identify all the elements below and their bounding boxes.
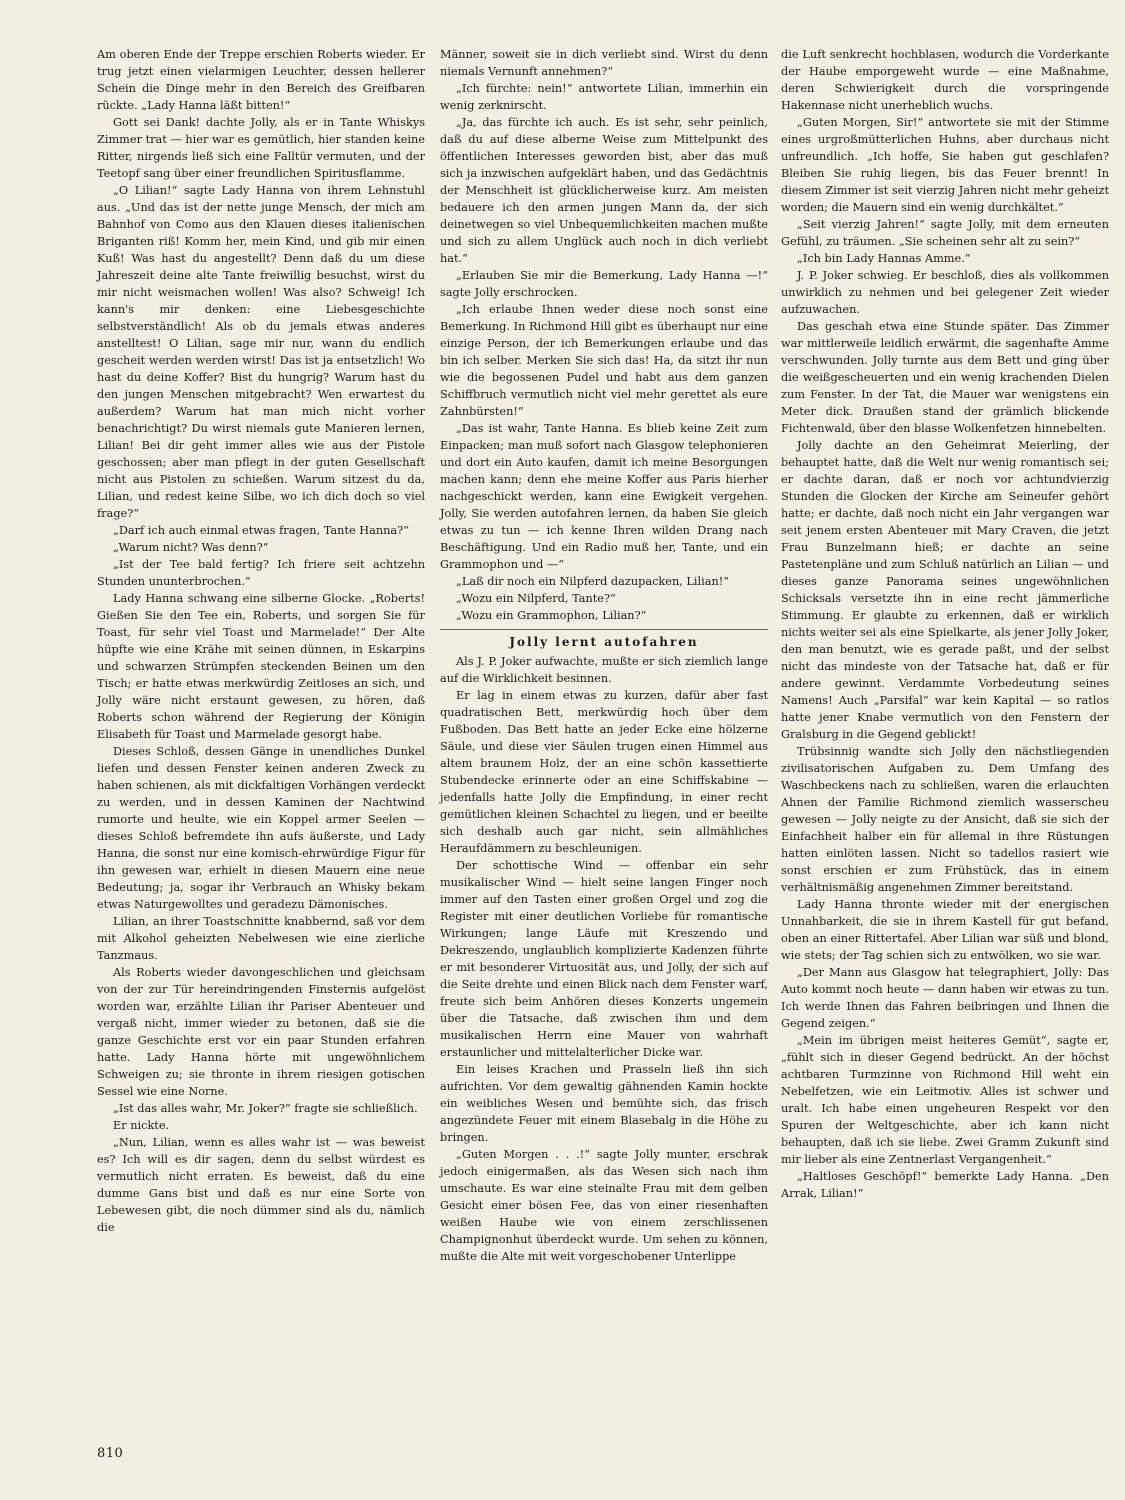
paragraph: Das geschah etwa eine Stunde später. Das Zimmer war mittlerweile leidlich erwärmt, die sagenhafte Amme verschwunden. Jolly turnte aus dem Bett und ging über die weißgescheuerten und ein wenig krachenden Dielen zum Fenster. In der Tat, die Mauer war wenigstens ein Meter dick. Draußen stand der grämlich blickende Fichtenwald, über den blasse Wolkenfetzen hinnebelten. [781,320,1109,435]
paragraph: „Ja, das fürchte ich auch. Es ist sehr, sehr peinlich, daß du auf diese alberne Weise zum Mittelpunkt des öffentlichen Interesses geworden bist, aber das muß sich ja inzwischen aufgeklärt haben, und das Gedächtnis der Menschheit ist glücklicherweise kurz. Am meisten bedauere ich den armen jungen Mann da, der sich deinetwegen so viel Unbequemlichkeiten machen mußte und sich zu allem Unglück auch noch in dich verliebt hat.“ [440,116,768,265]
paragraph: die Luft senkrecht hochblasen, wodurch die Vorderkante der Haube emporgeweht wurde — eine Maßnahme, deren Schwierigkeit durch die vorspringende Hakennase nicht unerheblich wuchs. [781,48,1109,112]
paragraph: Als Roberts wieder davongeschlichen und gleichsam von der zur Tür hereindringenden Finsternis aufgelöst worden war, erzählte Lilian ihr Pariser Abenteuer und vergaß nicht, immer wieder zu betonen, daß sie die ganze Geschichte erst vor ein paar Stunden erfahren hatte. Lady Hanna hörte mit ungewöhnlichem Schweigen zu; sie thronte in ihrem riesigen gotischen Sessel wie eine Norne. [97,966,425,1098]
paragraph: Jolly dachte an den Geheimrat Meierling, der behauptet hatte, daß die Welt nur wenig romantisch sei; er dachte daran, daß er noch vor achtundvierzig Stunden die Glocken der Kirche am Seineufer gehört hatte; er dachte, daß noch nicht ein Jahr vergangen war seit jenem ersten Abenteuer mit Mary Craven, die jetzt Frau Bunzelmann hieß; er dachte an seine Pastetenpläne und zum Schluß natürlich an Lilian — und dieses ganze Panorama seines ungewöhnlichen Schicksals versetzte ihn in eine recht jämmerliche Stimmung. Er glaubte zu erkennen, daß er wirklich nichts weiter sei als eine Spielkarte, als jener Jolly Joker, den man benutzt, wie es gerade paßt, und der selbst nicht das mindeste von der Tatsache hat, daß er für andere gewinnt. Verdammte Vorbedeutung seines Namens! Auch „Parsifal“ war kein Kapital — so ratlos hatte jener Knabe vermutlich von den Fenstern der Gralsburg in die Gegend geblickt! [781,439,1109,741]
paragraph: Am oberen Ende der Treppe erschien Roberts wieder. Er trug jetzt einen vielarmigen Leuchter, dessen hellerer Schein die Dinge mehr in den Bereich des Greifbaren rückte. „Lady Hanna läßt bitten!“ [97,48,425,112]
paragraph: Ein leises Krachen und Prasseln ließ ihn sich aufrichten. Vor dem gewaltig gähnenden Kamin hockte ein weibliches Wesen und bemühte sich, das frisch angezündete Feuer mit einem Blasebalg in die Höhe zu bringen. [440,1063,768,1144]
paragraph: Er lag in einem etwas zu kurzen, dafür aber fast quadratischen Bett, merkwürdig hoch über dem Fußboden. Das Bett hatte an jeder Ecke eine hölzerne Säule, und diese vier Säulen trugen einen Himmel aus altem braunem Holz, der an eine schön kassettierte Stubendecke erinnerte oder an eine Schiffskabine — jedenfalls hatte Jolly die Empfindung, in einer recht gemütlichen kleinen Schachtel zu liegen, und er beeilte sich deshalb auch gar nicht, sein allmähliches Heraufdämmern zu beschleunigen. [440,689,768,855]
paragraph: Dieses Schloß, dessen Gänge in unendliches Dunkel liefen und dessen Fenster keinen anderen Zweck zu haben schienen, als mit dickfaltigen Vorhängen verdeckt zu werden, und in dessen Kaminen der Nachtwind rumorte und heulte, wie ein Koppel armer Seelen — dieses Schloß befremdete ihn aufs äußerste, und Lady Hanna, die sonst nur eine komisch-ehrwürdige Figur für ihn gewesen war, erhielt in diesen Mauern eine neue Bedeutung; ja, sogar ihr Verbrauch an Whisky bekam etwas Naturgewolltes und geradezu Dämonisches. [97,745,425,911]
paragraph: Als J. P. Joker aufwachte, mußte er sich ziemlich lange auf die Wirklichkeit besinnen. [440,655,768,685]
paragraph: „Wozu ein Nilpferd, Tante?“ [456,592,616,605]
paragraph: Trübsinnig wandte sich Jolly den nächstliegenden zivilisatorischen Aufgaben zu. Dem Umfang des Waschbeckens nach zu schließen, waren die erlauchten Ahnen der Familie Richmond ziemlich wasserscheu gewesen — Jolly neigte zu der Ansicht, daß sie sich der Einfachheit halber ein für allemal in ihre Rüstungen hatten einlöten lassen. Nicht so tadellos rasiert wie sonst erschien er zum Frühstück, das in einem verhältnismäßig angenehmen Zimmer bereitstand. [781,745,1109,894]
paragraph: Der schottische Wind — offenbar ein sehr musikalischer Wind — hielt seine langen Finger noch immer auf den Tasten einer großen Orgel und zog die Register mit einer deutlichen Vorliebe für romantische Wirkungen; lange Läufe mit Kreszendo und Dekreszendo, unglaublich komplizierte Kadenzen führte er mit besonderer Virtuosität aus, und Jolly, der sich auf die Seite drehte und einen Blick nach dem Fenster warf, freute sich beim Anhören dieses Konzerts ungemein über die Tatsache, daß zwischen ihm und dem musikalischen Herrn eine Mauer von wahrhaft erstaunlicher und mittelalterlicher Dicke war. [440,859,768,1059]
section-heading: Jolly lernt autofahren [509,635,699,649]
paragraph: „Erlauben Sie mir die Bemerkung, Lady Hanna —!“ sagte Jolly erschrocken. [440,269,768,299]
paragraph: „Ich erlaube Ihnen weder diese noch sonst eine Bemerkung. In Richmond Hill gibt es überhaupt nur eine einzige Person, der ich Bemerkungen erlaube und das bin ich selber. Merken Sie sich das! Ha, da sitzt ihr nun wie die begossenen Pudel und habt aus dem ganzen Schiffbruch vermutlich nicht viel mehr gerettet als eure Zahnbürsten!“ [440,303,768,418]
paragraph: „Seit vierzig Jahren!“ sagte Jolly, mit dem erneuten Gefühl, zu träumen. „Sie scheinen sehr alt zu sein?“ [781,218,1109,248]
paragraph: Lady Hanna schwang eine silberne Glocke. „Roberts! Gießen Sie den Tee ein, Roberts, und sorgen Sie für Toast, für sehr viel Toast und Marmelade!“ Der Alte hüpfte wie eine Krähe mit seinen dünnen, in Eskarpins und schwarzen Strümpfen steckenden Beinen um den Tisch; er hatte etwas merkwürdig Zeitloses an sich, und Jolly wäre nicht erstaunt gewesen, zu hören, daß Roberts schon während der Regierung der Königin Elisabeth für Toast und Marmelade gesorgt habe. [97,592,425,741]
page-number: 810 [97,1446,124,1461]
paragraph: Lilian, an ihrer Toastschnitte knabbernd, saß vor dem mit Alkohol geheizten Nebelwesen wie eine zierliche Tanzmaus. [97,915,425,962]
paragraph: „Wozu ein Grammophon, Lilian?“ [456,609,647,622]
paragraph: „Der Mann aus Glasgow hat telegraphiert, Jolly: Das Auto kommt noch heute — dann haben wir etwas zu tun. Ich werde Ihnen das Fahren beibringen und Ihnen die Gegend zeigen.“ [781,966,1109,1030]
paragraph: „Guten Morgen, Sir!“ antwortete sie mit der Stimme eines urgroßmütterlichen Huhns, aber durchaus nicht unfreundlich. „Ich hoffe, Sie haben gut geschlafen? Bleiben Sie ruhig liegen, bis das Feuer brennt! In diesem Zimmer ist seit vierzig Jahren nicht mehr geheizt worden; die Mauern sind ein wenig durchkältet.“ [781,116,1109,214]
paragraph: „Laß dir noch ein Nilpferd dazupacken, Lilian!“ [456,575,730,588]
text-column-middle [440,46,768,1265]
paragraph: Lady Hanna thronte wieder mit der energischen Unnahbarkeit, die sie in ihrem Kastell für gut befand, oben an einer Rittertafel. Aber Lilian war süß und blond, wie stets; der Tag schien sich zu entwölken, wo sie war. [781,898,1109,962]
paragraph: „Warum nicht? Was denn?“ [113,541,269,554]
paragraph: „Das ist wahr, Tante Hanna. Es blieb keine Zeit zum Einpacken; man muß sofort nach Glasgow telephonieren und dort ein Auto kaufen, damit ich meine Besorgungen machen kann; denn ehe meine Koffer aus Paris hierher nachgeschickt werden, kann eine Ewigkeit vergehen. Jolly, Sie werden autofahren lernen, da haben Sie gleich etwas zu tun — ich kenne Ihren wilden Drang nach Beschäftigung. Und ein Radio muß her, Tante, und ein Grammophon und —“ [440,422,768,571]
paragraph: Gott sei Dank! dachte Jolly, als er in Tante Whiskys Zimmer trat — hier war es gemütlich, hier standen keine Ritter, nirgends ließ sich eine Falltür vermuten, und der Teetopf sang über einer freundlichen Spiritusflamme. [97,116,425,180]
paragraph: „Ist der Tee bald fertig? Ich friere seit achtzehn Stunden ununterbrochen.“ [97,558,425,588]
paragraph: Er nickte. [113,1119,170,1132]
section-divider [440,629,768,630]
paragraph: „Ist das alles wahr, Mr. Joker?“ fragte sie schließlich. [113,1102,418,1115]
paragraph: „Haltloses Geschöpf!“ bemerkte Lady Hanna. „Den Arrak, Lilian!“ [781,1170,1109,1200]
paragraph: „Ich fürchte: nein!“ antwortete Lilian, immerhin ein wenig zerknirscht. [440,82,768,112]
paragraph: „O Lilian!“ sagte Lady Hanna von ihrem Lehnstuhl aus. „Und das ist der nette junge Mensch, der mich am Bahnhof von Como aus den Klauen dieses italienischen Briganten riß! Komm her, mein Kind, und gib mir einen Kuß! Was hast du angestellt? Denn daß du um diese Jahreszeit deine alte Tante freiwillig besuchst, wirst du mir nicht weismachen wollen! Was also? Schweig! Ich kann's mir denken: eine Liebesgeschichte selbstverständlich! Als ob du jemals etwas anderes anstelltest! O Lilian, sage mir nur, wann du endlich gescheit werden werden wirst! Das ist ja entsetzlich! Wo hast du deine Koffer? Bist du hungrig? Warum hast du den jungen Menschen mitgebracht? Wen erwartest du außerdem? Warum hat man mich nicht vorher benachrichtigt? Du wirst niemals gute Manieren lernen, Lilian! Bei dir geht immer alles wie aus der Pistole geschossen; aber man pflegt in der guten Gesellschaft nicht aus Pistolen zu schießen. Warum sitzest du da, Lilian, und redest keine Silbe, wo ich dich doch so viel frage?“ [97,184,425,520]
text-column-right [781,46,1109,1202]
paragraph: „Darf ich auch einmal etwas fragen, Tante Hanna?“ [113,524,409,537]
paragraph: „Ich bin Lady Hannas Amme.“ [797,252,971,265]
paragraph: „Mein im übrigen meist heiteres Gemüt“, sagte er, „fühlt sich in dieser Gegend bedrückt. An der höchst achtbaren Turmzinne von Richmond Hill weht ein Nebelfetzen, wie ein Leitmotiv. Alles ist schwer und uralt. Ich habe einen ungeheuren Respekt vor den Spuren der Weltgeschichte, aber ich kann nicht behaupten, daß ich sie liebe. Zwei Gramm Zukunft sind mir lieber als eine Zentnerlast Vergangenheit.“ [781,1034,1109,1166]
paragraph: „Guten Morgen . . .!“ sagte Jolly munter, erschrak jedoch einigermaßen, als das Wesen sich nach ihm umschaute. Es war eine steinalte Frau mit dem gelben Gesicht einer bösen Fee, das von einer riesenhaften weißen Haube wie von einem zerschlissenen Champignonhut überdeckt wurde. Um sehen zu können, mußte die Alte mit weit vorgeschobener Unterlippe [440,1148,768,1263]
paragraph: „Nun, Lilian, wenn es alles wahr ist — was beweist es? Ich will es dir sagen, denn du selbst würdest es vermutlich nicht erraten. Es beweist, daß du eine dumme Gans bist und daß es nur eine Sorte von Lebewesen gibt, die noch dümmer sind als du, nämlich die [97,1136,425,1234]
paragraph: Männer, soweit sie in dich verliebt sind. Wirst du denn niemals Vernunft annehmen?“ [440,48,768,78]
text-column-left [97,46,425,1236]
paragraph: J. P. Joker schwieg. Er beschloß, dies als vollkommen unwirklich zu nehmen und bei gelegener Zeit wieder aufzuwachen. [781,269,1109,316]
